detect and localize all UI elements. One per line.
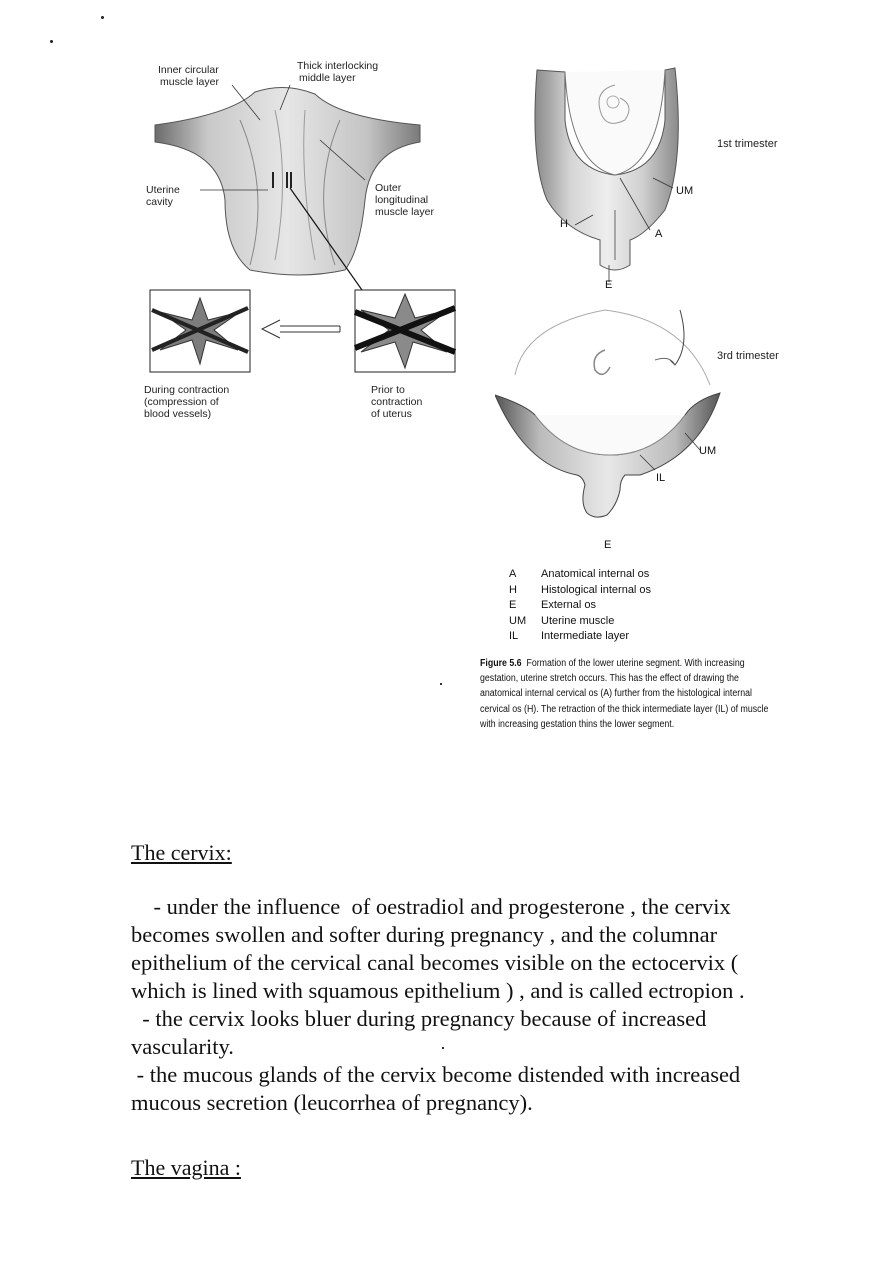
label-a-top: A [655, 228, 663, 240]
cervix-paragraph [131, 893, 781, 1117]
label-thick-interlocking: Thick interlocking middle layer [297, 60, 379, 84]
label-third-trimester: 3rd trimester [717, 350, 779, 362]
legend-row: E External os [509, 599, 597, 611]
cervix-line: - the mucous glands of the cervix become distended with increased [131, 1062, 741, 1087]
cervix-line: - the cervix looks bluer during pregnancy because of increased [131, 1006, 707, 1031]
label-um-top: UM [676, 185, 694, 197]
legend-row: H Histological internal os [509, 583, 652, 596]
scan-dot [442, 1047, 444, 1049]
legend-row: UM Uterine muscle [509, 614, 615, 627]
figure-caption [480, 656, 770, 732]
cervix-heading: The cervix: [131, 840, 232, 865]
label-first-trimester: 1st trimester [717, 138, 778, 150]
label-e-top: E [605, 279, 613, 291]
label-il-bottom: IL [656, 472, 666, 484]
label-inner-circular: Inner circular muscle layer [158, 64, 219, 88]
label-uterine-cavity: Uterine cavity [146, 184, 180, 208]
uterus-muscle-illustration [140, 80, 460, 390]
cervix-line: which is lined with squamous epithelium ) , and is called ectropion . [131, 978, 745, 1003]
scan-dot [50, 40, 53, 43]
scan-dot [440, 683, 442, 685]
cervix-line: mucous secretion (leucorrhea of pregnancy). [131, 1090, 533, 1115]
cervix-line: becomes swollen and softer during pregnancy , and the columnar [131, 922, 718, 947]
label-e-bottom: E [604, 539, 612, 551]
cervix-line: vascularity. [131, 1034, 234, 1059]
caption-label: Figure 5.6 [480, 658, 522, 669]
vagina-heading: The vagina : [131, 1155, 241, 1180]
cervix-line: epithelium of the cervical canal becomes visible on the ectocervix ( [131, 950, 739, 975]
label-during-contraction: During contraction (compression of blood vessels) [144, 384, 230, 420]
cervix-line: - under the influence of oestradiol and progesterone , the cervix [131, 894, 731, 919]
third-trimester-illustration [495, 305, 725, 525]
caption-text: Formation of the lower uterine segment. With increasing gestation, uterine stretch occurs. This has the effect of drawing the anatomical internal cervical os (A) further from the histological internal cervical os (H). The retraction of the thick intermediate layer (IL) of muscle with increasing gestation thins the lower segment. [480, 658, 769, 730]
label-prior-to-contraction: Prior to contraction of uterus [371, 384, 423, 420]
first-trimester-illustration [525, 60, 705, 290]
legend-row: IL Intermediate layer [509, 630, 630, 642]
label-outer-longitudinal: Outer longitudinal muscle layer [375, 182, 434, 218]
label-um-bottom: UM [699, 445, 717, 457]
legend-row: A Anatomical internal os [509, 568, 650, 580]
figure-legend [509, 567, 651, 645]
scan-dot [101, 16, 104, 19]
label-h-top: H [560, 218, 568, 230]
